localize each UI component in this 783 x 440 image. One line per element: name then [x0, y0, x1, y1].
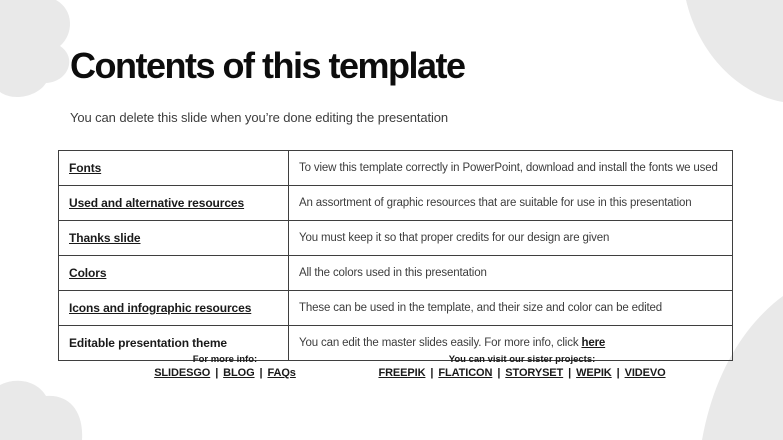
blog-link[interactable]: BLOG	[223, 367, 255, 379]
blob-top-left	[0, 0, 70, 97]
thanks-slide-link[interactable]: Thanks slide	[69, 231, 141, 245]
separator: |	[430, 367, 434, 379]
page-title: Contents of this template	[70, 45, 465, 86]
used-and-alternative-resources-link[interactable]: Used and alternative resources	[69, 196, 245, 210]
footer-sister-heading: You can visit our sister projects:	[448, 354, 596, 365]
videvo-link[interactable]: VIDEVO	[624, 367, 666, 379]
footer-sister-links	[372, 367, 672, 379]
flaticon-link[interactable]: FLATICON	[438, 367, 493, 379]
editable-theme-description: You can edit the master slides easily. For more info, click	[299, 337, 582, 349]
separator: |	[259, 367, 263, 379]
editable-presentation-theme-label: Editable presentation theme	[69, 336, 227, 350]
slide-subtitle: You can delete this slide when you’re done editing the presentation	[70, 110, 449, 125]
slidesgo-link[interactable]: SLIDESGO	[154, 367, 211, 379]
footer-sister-projects-block	[372, 354, 672, 379]
table-row-colors	[59, 256, 733, 291]
storyset-link[interactable]: STORYSET	[505, 367, 564, 379]
table-row-icons	[59, 291, 733, 326]
table-row-thanks-slide	[59, 221, 733, 256]
here-link[interactable]: here	[581, 337, 606, 349]
contents-table	[58, 150, 733, 361]
blob-bottom-left	[0, 381, 82, 440]
blob-top-right	[686, 0, 783, 102]
fonts-link[interactable]: Fonts	[69, 161, 102, 175]
thanks-slide-description: You must keep it so that proper credits for our design are given	[299, 232, 610, 244]
wepik-link[interactable]: WEPIK	[576, 367, 612, 379]
footer-info-block	[75, 354, 375, 379]
table-row-used-resources	[59, 186, 733, 221]
colors-link[interactable]: Colors	[69, 266, 107, 280]
separator: |	[616, 367, 620, 379]
icons-description: These can be used in the template, and their size and color can be edited	[299, 302, 663, 314]
table-row-fonts	[59, 151, 733, 186]
fonts-description: To view this template correctly in PowerPoint, download and install the fonts we used	[299, 162, 718, 174]
footer-info-links	[75, 367, 375, 379]
used-resources-description: An assortment of graphic resources that are suitable for use in this presentation	[299, 197, 692, 209]
icons-and-infographic-resources-link[interactable]: Icons and infographic resources	[69, 301, 252, 315]
faqs-link[interactable]: FAQs	[267, 367, 296, 379]
separator: |	[215, 367, 219, 379]
separator: |	[497, 367, 501, 379]
freepik-link[interactable]: FREEPIK	[378, 367, 426, 379]
separator: |	[568, 367, 572, 379]
footer-info-heading: For more info:	[192, 354, 258, 365]
colors-description: All the colors used in this presentation	[299, 267, 487, 279]
